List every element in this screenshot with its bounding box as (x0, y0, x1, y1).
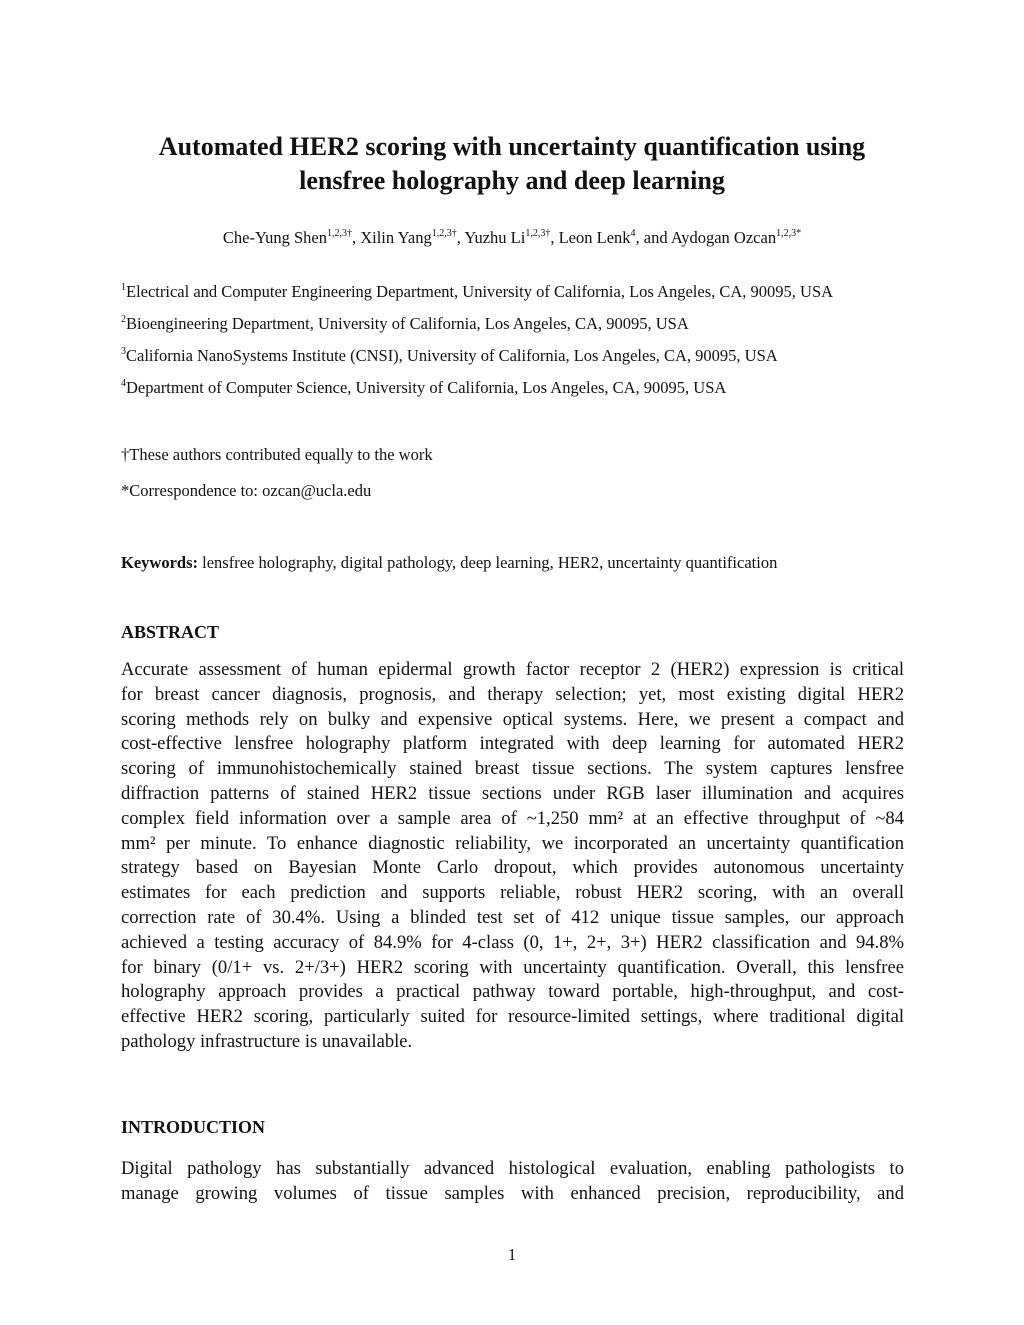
keywords-label: Keywords: (121, 553, 198, 572)
title-line-1: Automated HER2 scoring with uncertainty quantification using (158, 132, 866, 161)
introduction-line: manage growing volumes of tissue samples with enhanced precision, reproducibility, and (121, 1182, 904, 1204)
abstract-line: mm² per minute. To enhance diagnostic reliability, we incorporated an uncertainty quantification (121, 832, 904, 854)
affiliation (121, 313, 921, 335)
abstract-line: correction rate of 30.4%. Using a blinded test set of 412 unique tissue samples, our approach (121, 906, 904, 928)
title-line-2: lensfree holography and deep learning (299, 166, 725, 195)
abstract-line: strategy based on Bayesian Monte Carlo dropout, which provides autonomous uncertainty (121, 857, 904, 879)
abstract-line: estimates for each prediction and supports reliable, robust HER2 scoring, with an overall (121, 882, 904, 904)
introduction-text (121, 1157, 904, 1207)
author-affil-mark: 1,2,3* (776, 228, 802, 239)
introduction-heading: INTRODUCTION (121, 1117, 266, 1137)
affiliation-number: 4 (121, 378, 126, 389)
page-number: 1 (507, 1245, 517, 1264)
abstract-text (121, 658, 904, 1055)
affiliation-text: Bioengineering Department, University of California, Los Angeles, CA, 90095, USA (126, 314, 689, 333)
author-separator: , and (635, 228, 671, 247)
affiliation-text: California NanoSystems Institute (CNSI), University of California, Los Angeles, CA, 90095, USA (126, 346, 778, 365)
affiliation-text: Department of Computer Science, University of California, Los Angeles, CA, 90095, USA (126, 378, 727, 397)
abstract-line: cost-effective lensfree holography platform integrated with deep learning for automated HER2 (121, 733, 904, 755)
abstract-line: scoring of immunohistochemically stained breast tissue sections. The system captures lensfree (121, 758, 904, 780)
author-affil-mark: 1,2,3† (326, 228, 352, 239)
author-separator: , (456, 228, 465, 247)
author-name: Aydogan Ozcan (670, 228, 777, 247)
author-name: Che-Yung Shen (222, 228, 327, 247)
author-separator: , (351, 228, 361, 247)
author-name: Leon Lenk (558, 228, 631, 247)
author-list (110, 226, 914, 250)
author-name: Yuzhu Li (464, 228, 526, 247)
paper-title (110, 130, 914, 198)
affiliation-number: 2 (121, 314, 126, 325)
correspondence-note: *Correspondence to: ozcan@ucla.edu (121, 481, 372, 500)
author-affil-mark: 1,2,3† (431, 228, 457, 239)
abstract-line: pathology infrastructure is unavailable. (121, 1030, 413, 1052)
abstract-line: for binary (0/1+ vs. 2+/3+) HER2 scoring with uncertainty quantification. Overall, this lensfree (121, 956, 904, 978)
affiliation-number: 1 (121, 282, 126, 293)
affiliation-text: Electrical and Computer Engineering Department, University of California, Los Angeles, CA, 90095, USA (126, 282, 834, 301)
equal-contribution-note: †These authors contributed equally to the work (121, 445, 433, 464)
author-name: Xilin Yang (360, 228, 432, 247)
abstract-line: complex field information over a sample area of ~1,250 mm² at an effective throughput of ~84 (121, 807, 904, 829)
introduction-line: Digital pathology has substantially advanced histological evaluation, enabling pathologists to (121, 1158, 904, 1179)
affiliation (121, 281, 921, 303)
author-separator: , (550, 228, 559, 247)
affiliation (121, 345, 921, 367)
author-affil-mark: 1,2,3† (525, 228, 551, 239)
abstract-line: holography approach provides a practical pathway toward portable, high-throughput, and cost- (121, 981, 904, 1003)
abstract-line: diffraction patterns of stained HER2 tissue sections under RGB laser illumination and acquires (121, 782, 904, 804)
affiliation (121, 377, 921, 399)
abstract-line: scoring methods rely on bulky and expensive optical systems. Here, we present a compact and (121, 708, 904, 730)
abstract-heading: ABSTRACT (121, 622, 220, 642)
affiliation-number: 3 (121, 346, 126, 357)
keywords-text: lensfree holography, digital pathology, deep learning, HER2, uncertainty quantification (202, 553, 778, 572)
abstract-line: effective HER2 scoring, particularly suited for resource-limited settings, where traditional digital (121, 1006, 904, 1028)
abstract-line: for breast cancer diagnosis, prognosis, and therapy selection; yet, most existing digital HER2 (121, 683, 904, 705)
keywords (121, 552, 777, 574)
abstract-line: achieved a testing accuracy of 84.9% for 4-class (0, 1+, 2+, 3+) HER2 classification and 94.8% (121, 931, 904, 953)
abstract-line: Accurate assessment of human epidermal growth factor receptor 2 (HER2) expression is critical (121, 659, 904, 680)
author-affil-mark: 4 (630, 228, 636, 239)
